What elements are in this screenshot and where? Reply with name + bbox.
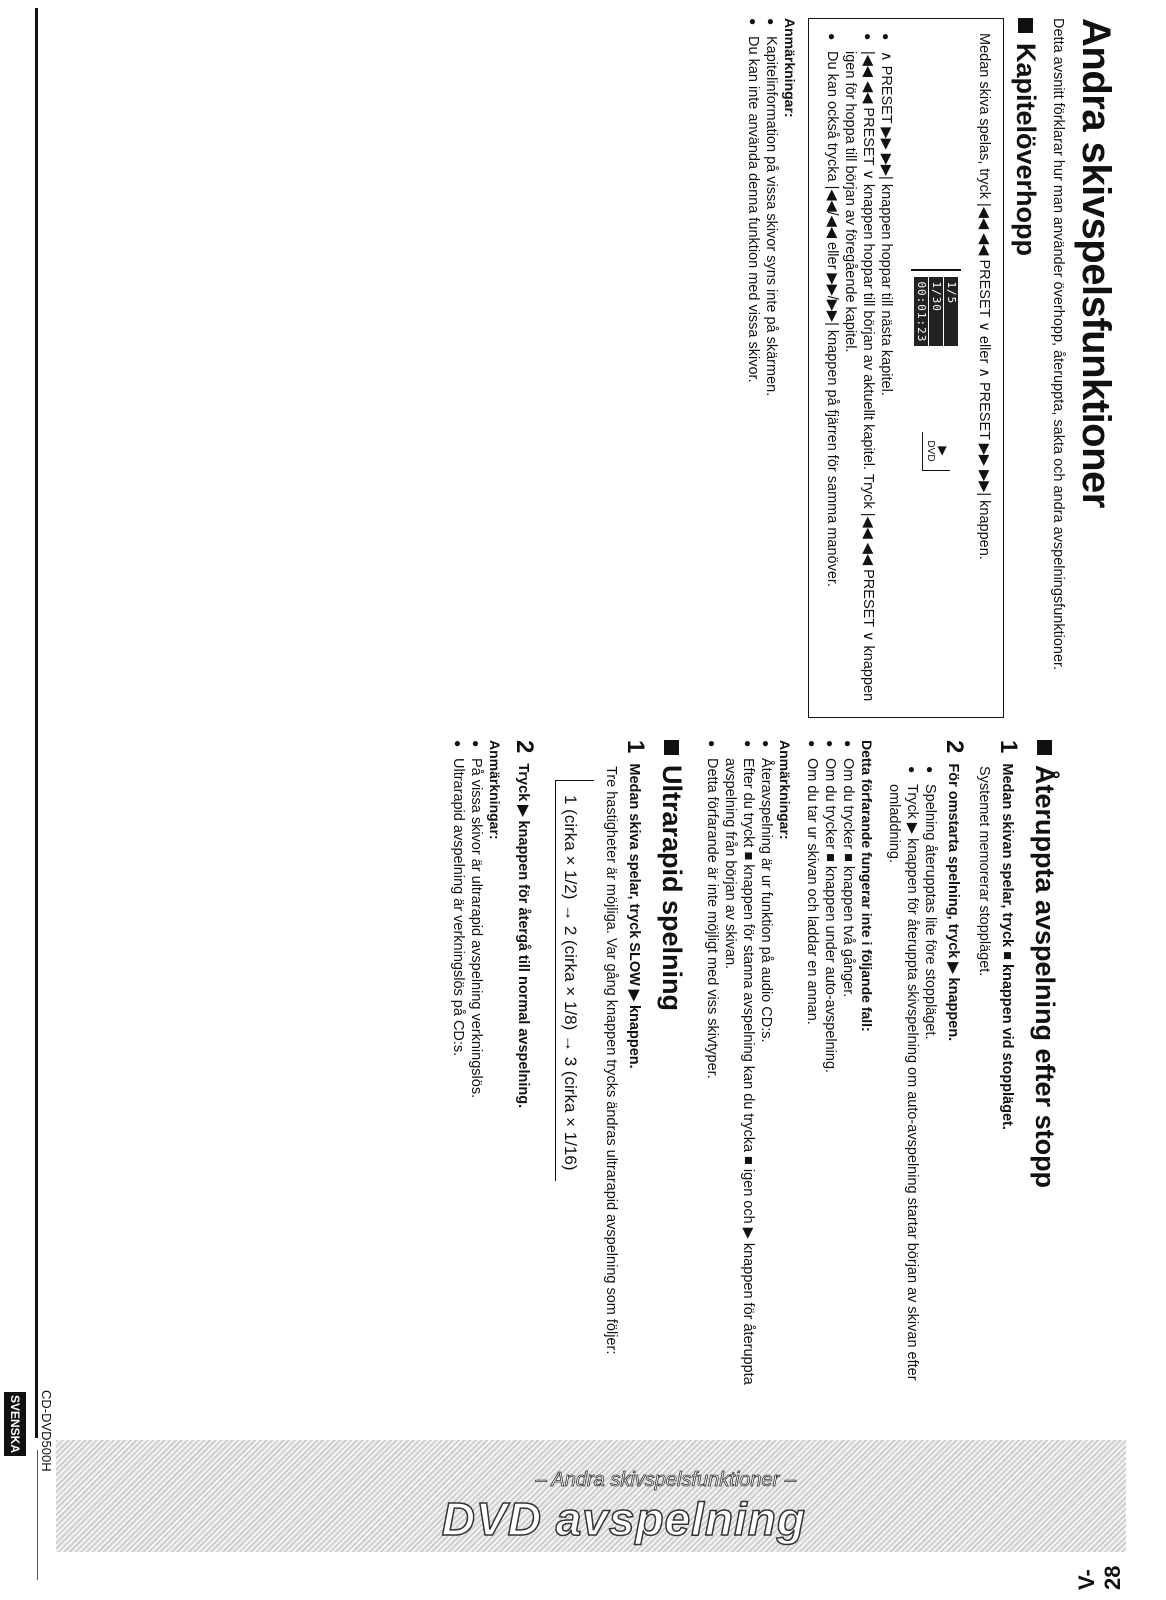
list-item: ● Återavspelning är ur funktion på audio CD:s. (757, 740, 775, 1430)
footer-rule (35, 8, 38, 1438)
intro-text: Detta avsnitt förklarar hur man använder överhopp, återuppta, sakta och andra avspelningsfunktioner. (1050, 18, 1066, 671)
list-item: ● Du kan också trycka |◀◀/◀◀ eller ▶▶/▶▶| knappen på fjärren för samma manöver. (823, 33, 841, 707)
notes-heading: Anmärkningar: (487, 740, 503, 840)
model-number: CD-DVD500H (39, 1390, 54, 1472)
banner-stripe (56, 1440, 1126, 1552)
chapter-skip-instruction: Medan skiva spelas, tryck |◀◀ ◀◀ PRESET ∨ eller ∧ PRESET ▶▶ ▶▶| knappen. (976, 33, 992, 560)
language-tab: SVENSKA (4, 1392, 26, 1456)
list-item: ● Om du tar ur skivan och laddar en annan. (803, 740, 821, 1430)
notes-list (449, 740, 485, 1430)
list-item: ● Du kan inte använda denna funktion med vissa skivor. (744, 18, 762, 718)
notes-list (703, 740, 775, 1430)
square-bullet-icon (1018, 18, 1033, 33)
list-item: ● Efter du tryckt ■ knappen för stanna avspelning kan du trycka ■ igen och ▶ knappen för återuppta avspelning från början av skivan. (721, 740, 757, 1430)
left-column (738, 18, 1118, 718)
step-text: Tryck ▶ knappen för återgå till normal avspelning. (515, 763, 531, 1109)
step-2 (941, 740, 968, 1430)
play-triangle-icon: ▶ (936, 446, 950, 456)
osd-line-1: 1/5 (944, 277, 958, 346)
section-heading-resume (1029, 740, 1060, 1430)
notes-heading: Anmärkningar: (782, 18, 798, 118)
speed-sequence: 1 (cirka × 1/2) → 2 (cirka × 1/8) → 3 (cirka × 1/16) (555, 780, 584, 1181)
list-item: ● Detta förfarande är inte möjligt med viss skivtyper. (703, 740, 721, 1430)
osd-readout (911, 269, 961, 352)
section-banner-box (0, 1440, 1166, 1590)
notes-list (744, 18, 780, 718)
banner-title: DVD avspelning (441, 1493, 806, 1545)
section-heading-chapter-skip (1010, 18, 1041, 718)
banner-subtitle: – Andra skivspelsfunktioner – (535, 1469, 796, 1491)
list-item: ● Spelning återupptas lite före stoppläget. (921, 766, 939, 1430)
osd-display (911, 33, 961, 707)
section-heading-text: Ultrarapid spelning (657, 765, 687, 1012)
osd-line-2: 1/30 (929, 277, 943, 346)
list-item: ● Om du trycker ■ knappen under auto-avspelning. (821, 740, 839, 1430)
step-number: 2 (511, 740, 538, 754)
square-bullet-icon (664, 740, 679, 755)
list-item: ● Kapitelinformation på vissa skivor syns inte på skärmen. (762, 18, 780, 718)
step-1 (622, 740, 649, 1430)
chapter-skip-box (808, 18, 1004, 718)
list-item: ● ∧ PRESET ▶▶ ▶▶| knappen hoppar till nästa kapitel. (877, 33, 895, 707)
step-1 (995, 740, 1022, 1430)
conditions-heading: Detta förfarande fungerar inte i följande fall: (859, 740, 875, 1032)
section-heading-text: Återuppta avspelning efter stopp (1030, 765, 1060, 1189)
notes-heading: Anmärkningar: (777, 740, 793, 840)
step-2 (511, 740, 538, 1430)
osd-line-3: 00:01:23 (914, 277, 928, 346)
step-number: 1 (622, 740, 649, 754)
osd-disc-label: DVD (925, 440, 936, 462)
osd-disc-indicator (922, 432, 950, 470)
step-2-bullets (885, 766, 939, 1430)
step-text: Medan skivan spelar, tryck ■ knappen vid stoppläget. (999, 763, 1015, 1130)
section-heading-text: Kapitelöverhopp (1011, 43, 1041, 257)
step-text: Medan skiva spelar, tryck SLOW ▶ knappen. (626, 763, 642, 1069)
list-item: ● Ultrarapid avspelning är verkningslös på CD:s. (449, 740, 467, 1430)
step-detail: Tre hastigheter är möjliga. Var gång knappen trycks ändras ultrarapid avspelning som följer: (603, 766, 619, 1355)
right-column (443, 740, 1118, 1430)
banner-text-wrap (56, 1440, 1126, 1552)
chapter-skip-bullets (823, 33, 895, 707)
square-bullet-icon (1037, 740, 1052, 755)
list-item: ● Om du trycker ■ knappen två gånger. (839, 740, 857, 1430)
conditions-list (803, 740, 857, 1430)
page-number: V-28 (1074, 1565, 1125, 1590)
step-detail: Systemet memorerar stoppläget. (976, 766, 992, 977)
step-text: För omstarta spelning, tryck ▶ knappen. (945, 763, 961, 1042)
step-number: 2 (941, 740, 968, 754)
list-item: ● Tryck ▶ knappen för återuppta skivspelning om auto-avspelning startar början av skivan efter omladdning. (885, 766, 921, 1430)
page-title: Andra skivspelsfunktioner (1074, 18, 1118, 508)
list-item: ● På vissa skivor är ultrarapid avspelning verkningslös. (467, 740, 485, 1430)
section-heading-slow (656, 740, 687, 1430)
step-number: 1 (995, 740, 1022, 754)
list-item: ● |◀◀ ◀◀ PRESET ∨ knappen hoppar till början av aktuellt kapitel. Tryck |◀◀ ◀◀ PRESET ∨ knappen igen för hoppa till början av föregående kapitel. (841, 33, 877, 707)
